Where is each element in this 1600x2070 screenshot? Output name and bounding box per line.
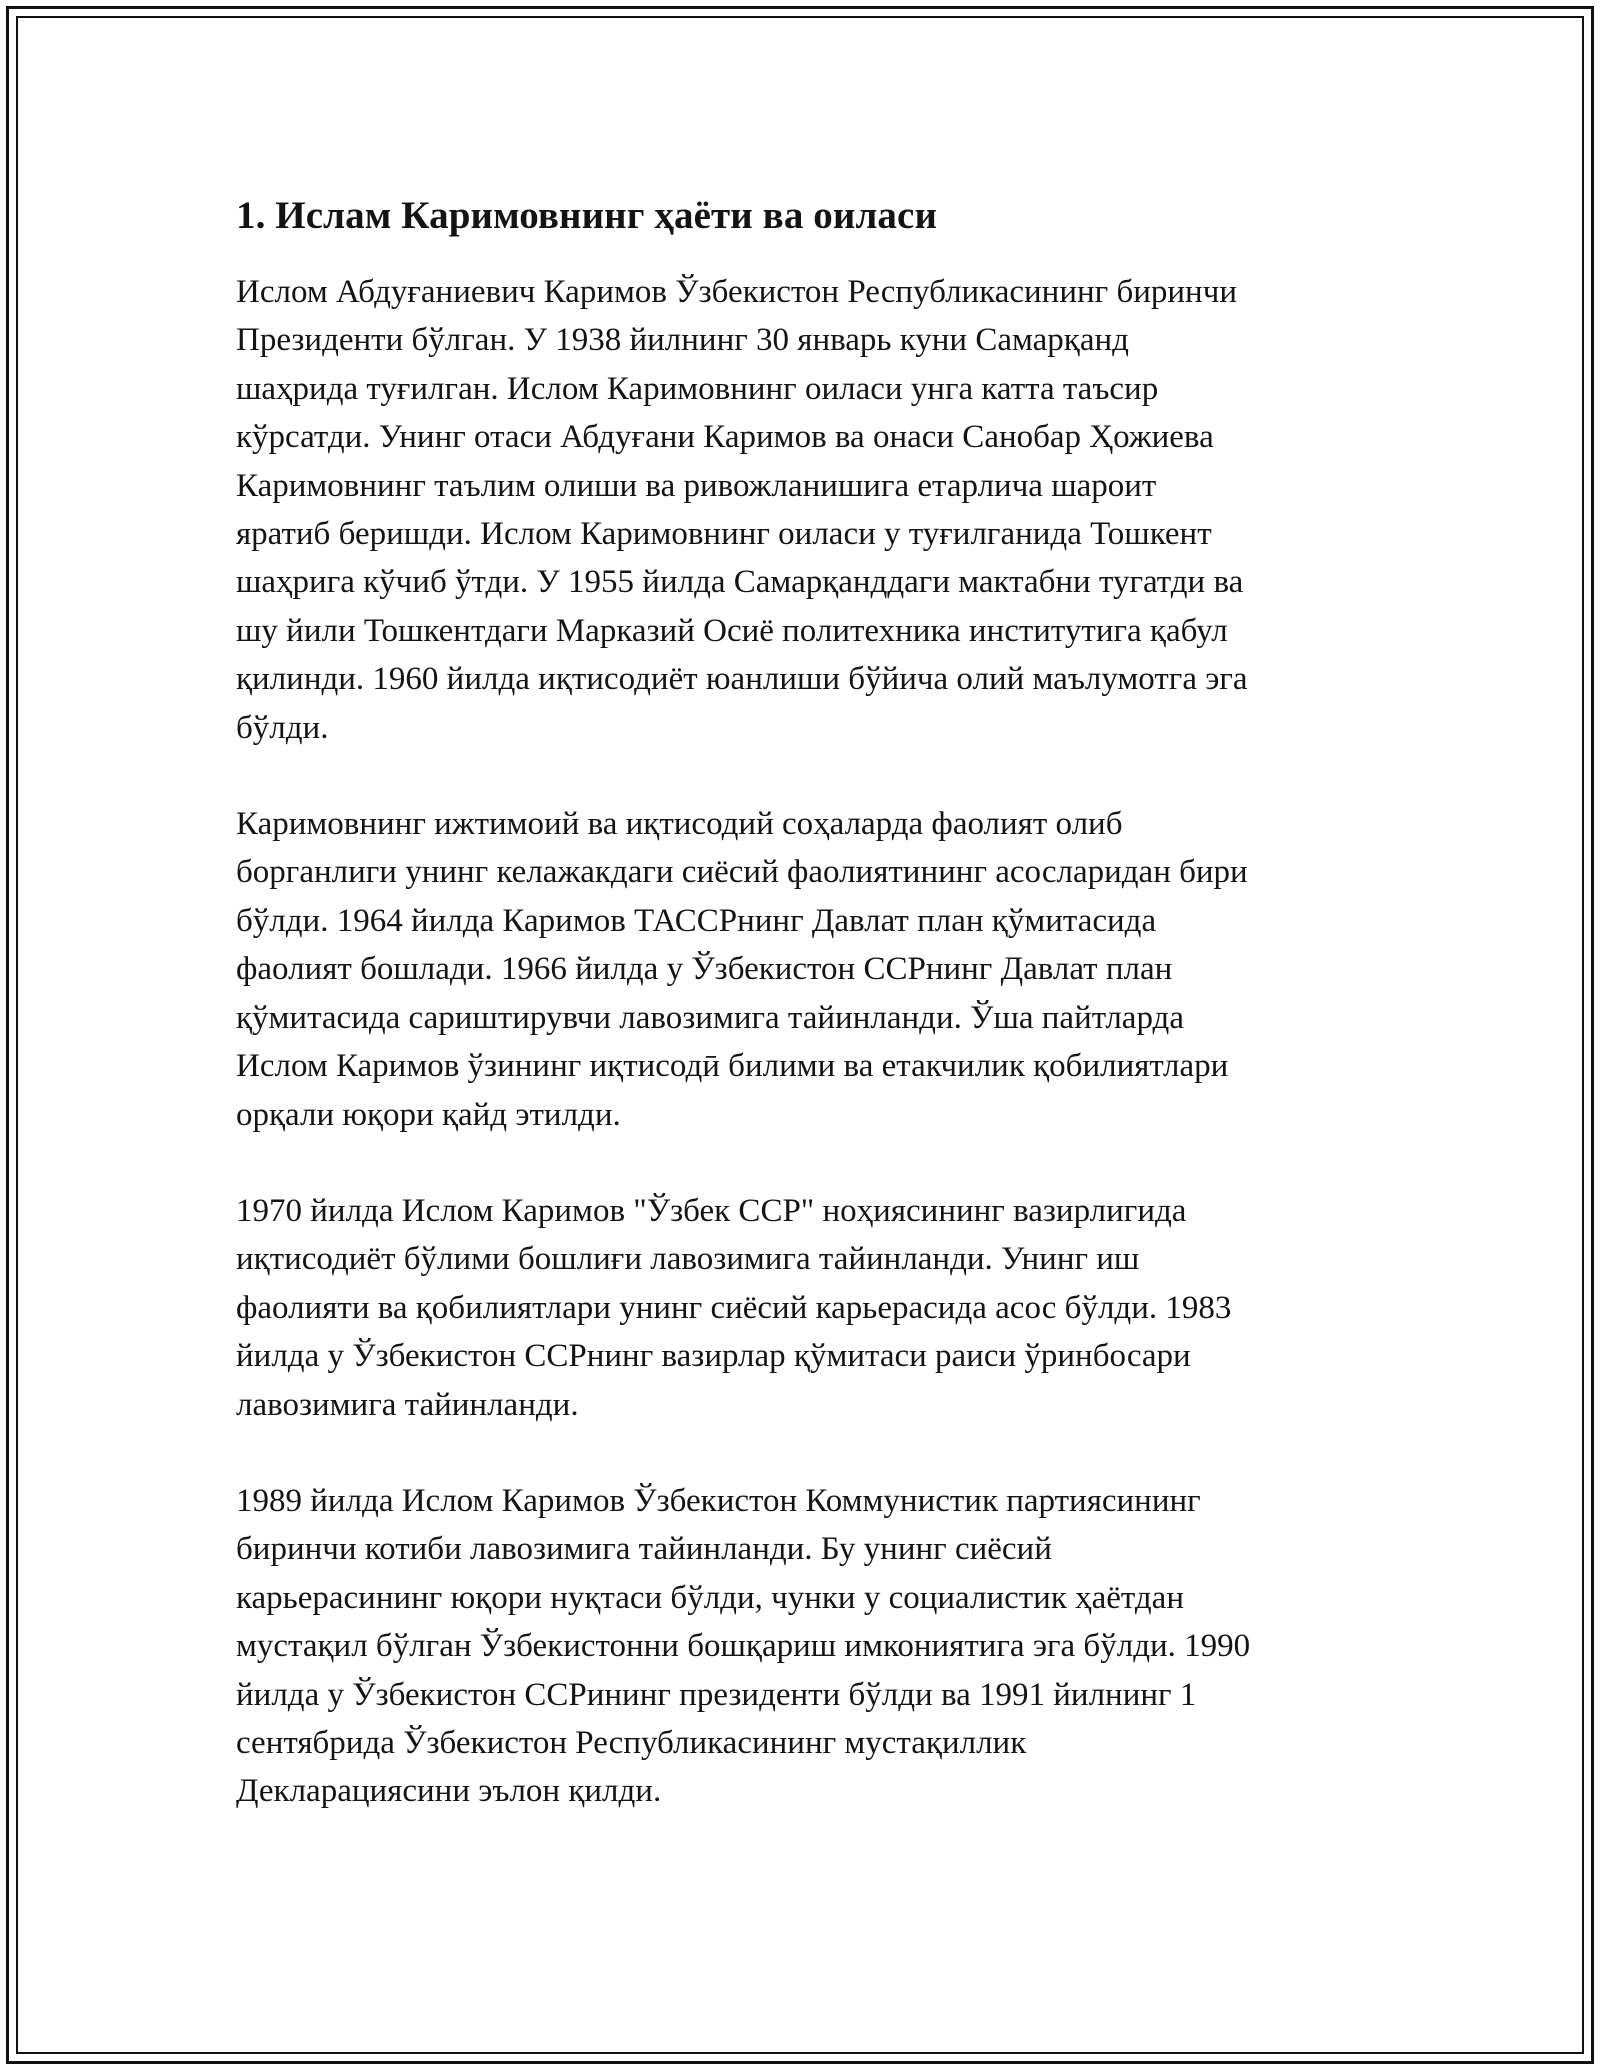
paragraph-presidency: 1989 йилда Ислом Каримов Ўзбекистон Коммунистик партиясининг биринчи котиби лавозимига тайинланди. Бу унинг сиёсий карьерасининг юқори нуқтаси бўлди, чунки у социалистик ҳаётдан мустақил бўлган Ўзбекистонни бошқариш имкониятига эга бўлди. 1990 йилда у Ўзбекистон ССРининг президенти бўлди ва 1991 йилнинг 1 сентябрида Ўзбекистон Республикасининг мустақиллик Декларациясини эълон қилди. bbox=[236, 1482, 1251, 1810]
paragraph-early-career: Каримовнинг ижтимоий ва иқтисодий соҳаларда фаолият олиб борганлиги унинг келажакдаги сиёсий фаолиятининг асосларидан бири бўлди. 1964 йилда Каримов ТАССРнинг Давлат план қўмитасида фаолият бошлади. 1966 йилда у Ўзбекистон ССРнинг Давлат план қўмитасида сариштирувчи лавозимига тайинланди. Ўша пайтларда Ислом Каримов ўзининг иқтисодӣ билими ва етакчилик қобилиятлари орқали юқори қайд этилди. bbox=[236, 806, 1248, 1133]
document-body bbox=[236, 192, 1376, 1864]
paragraph-early-life: Ислом Абдуғаниевич Каримов Ўзбекистон Республикасининг биринчи Президенти бўлган. У 1938 йилнинг 30 январь куни Самарқанд шаҳрида туғилган. Ислом Каримовнинг оиласи унга катта таъсир кўрсатди. Унинг отаси Абдуғани Каримов ва онаси Санобар Ҳожиева Каримовнинг таълим олиши ва ривожланишига етарлича шароит яратиб беришди. Ислом Каримовнинг оиласи у туғилганида Тошкент шаҳрига кўчиб ўтди. У 1955 йилда Самарқанддаги мактабни тугатди ва шу йили Тошкентдаги Марказий Осиё политехника институтига қабул қилинди. 1960 йилда иқтисодиёт юанлиши бўйича олий маълумотга эга бўлди. bbox=[236, 274, 1248, 746]
paragraph-ministry-career: 1970 йилда Ислом Каримов "Ўзбек ССР" ноҳиясининг вазирлигида иқтисодиёт бўлими бошлиғи лавозимига тайинланди. Унинг иш фаолияти ва қобилиятлари унинг сиёсий карьерасида асос бўлди. 1983 йилда у Ўзбекистон ССРнинг вазирлар қўмитаси раиси ўринбосари лавозимига тайинланди. bbox=[236, 1192, 1232, 1423]
section-heading: 1. Ислам Каримовнинг ҳаёти ва оиласи bbox=[236, 194, 938, 237]
